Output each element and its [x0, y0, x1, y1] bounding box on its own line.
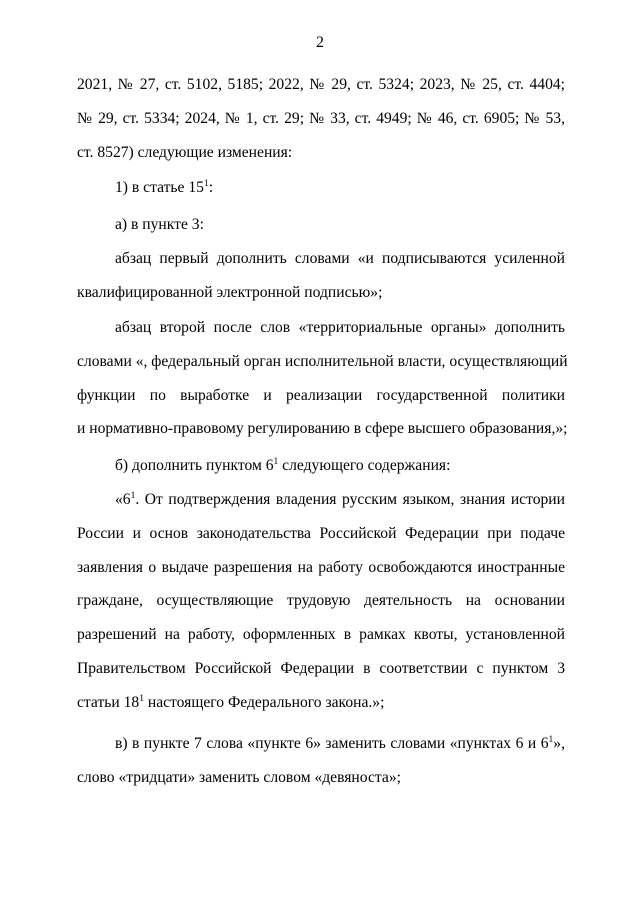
paragraph-second-abzac	[77, 311, 568, 446]
paragraph-item-b	[77, 449, 565, 483]
paragraph-continuation	[77, 68, 565, 169]
text-line: 2021, № 27, ст. 5102, 5185; 2022, № 29, ст. 5324; 2023, № 25, ст. 4404;	[77, 76, 565, 93]
text-line: разрешений на работу, оформленных в рамках квоты, установленной	[77, 626, 565, 644]
text-line: статьи $18^1$ настоящего Федерального закона.»;	[77, 693, 385, 711]
text-line: Правительством Российской Федерации в соответствии с пунктом 3	[77, 659, 565, 677]
superscript: 1	[273, 457, 279, 467]
text-line: России и основ законодательства Российской Федерации при подаче	[77, 524, 565, 542]
superscript: 1	[203, 179, 209, 189]
paragraph-quoted-point	[77, 483, 565, 720]
text-line: а) в пункте 3:	[115, 216, 204, 233]
paragraph-item-a	[77, 208, 565, 242]
text-line: абзац первый дополнить словами «и подписываются усиленной	[115, 250, 565, 267]
text-line: функции по выработке и реализации государственной политики	[77, 386, 565, 404]
text-line: словами «, федеральный орган исполнительной власти, осуществляющий	[77, 352, 568, 370]
paragraph-item-v	[77, 727, 565, 795]
text-line: № 29, ст. 5334; 2024, № 1, ст. 29; № 33, ст. 4949; № 46, ст. 6905; № 53,	[77, 109, 565, 127]
text-line: ст. 8527) следующие изменения:	[77, 143, 293, 161]
text-line: 1) в статье $15^1$:	[115, 179, 214, 196]
paragraph-item-1	[77, 171, 565, 205]
text-line: б) дополнить пунктом $6^1$ следующего содержания:	[115, 457, 451, 474]
text-line: слово «тридцати» заменить словом «девяноста»;	[77, 768, 401, 786]
paragraph-first-abzac	[77, 242, 565, 310]
superscript: 1	[130, 491, 136, 501]
text-line: квалифицированной электронной подписью»;	[77, 283, 383, 301]
text-line: абзац второй после слов «территориальные органы» дополнить	[115, 319, 565, 336]
text-line: «$6^1$. От подтверждения владения русским языком, знания истории	[115, 491, 565, 508]
superscript: 1	[548, 735, 554, 745]
superscript: 1	[139, 693, 144, 704]
text-line: граждане, осуществляющие трудовую деятельность на основании	[77, 592, 565, 610]
text-line: заявления о выдаче разрешения на работу освобождаются иностранные	[77, 558, 565, 576]
page-number: 2	[316, 34, 324, 51]
text-line: и нормативно-правовому регулированию в сфере высшего образования,»;	[77, 420, 568, 438]
text-line: в) в пункте 7 слова «пункте 6» заменить словами «пунктах 6 и $6^1$»,	[115, 735, 565, 752]
